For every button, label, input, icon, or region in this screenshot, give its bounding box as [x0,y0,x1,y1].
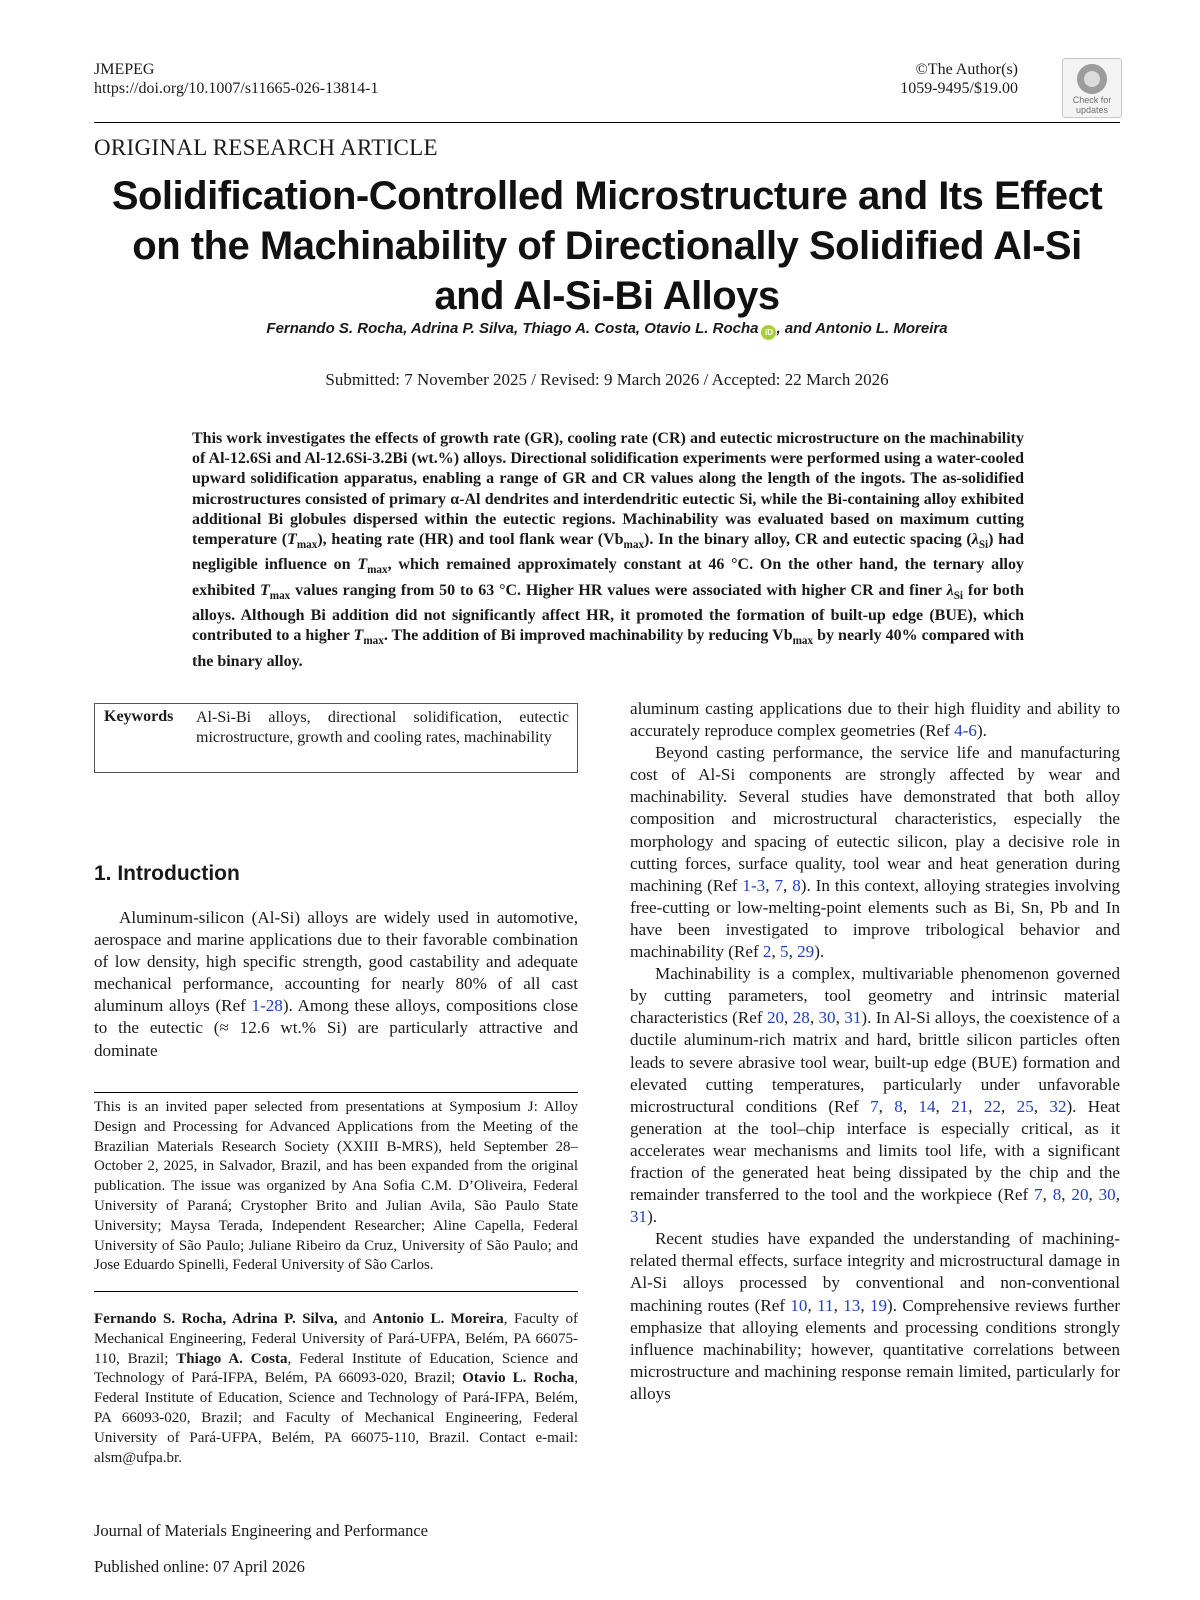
published-date: Published online: 07 April 2026 [94,1557,305,1576]
reference-link[interactable]: 19 [869,1295,888,1315]
reference-link[interactable]: 8 [894,1096,903,1116]
reference-link[interactable]: 2 [762,942,772,962]
header-right [900,60,1018,98]
intro-paragraph-1: Aluminum-silicon (Al-Si) alloys are widely used in automotive, aerospace and marine applications due to their favorable combination of low density, high specific strength, good castability and adequate mechanical performance, accounting for nearly 80% of all cast aluminum alloys (Ref 1-28). Among these alloys, compositions close to the eutectic (≈ 12.6 wt.% Si) are particularly attractive and dominate [94,908,578,1060]
journal-code: JMEPEG [94,61,155,78]
update-icon [1077,64,1107,94]
doi-link[interactable]: https://doi.org/10.1007/s11665-026-13814-1 [94,80,379,97]
right-column [630,698,1120,1405]
check-updates-label: Check for updates [1072,95,1112,115]
article-title: Solidification-Controlled Microstructure and Its Effect on the Machinability of Directionally Solidified Al-Si and Al-Si-Bi Alloys [111,174,1103,318]
journal-name: Journal of Materials Engineering and Performance [94,1521,429,1540]
reference-link[interactable]: 29 [797,942,815,962]
paragraph: aluminum casting applications due to their high fluidity and ability to accurately reproduce complex geometries (Ref 4-6). [630,699,1120,741]
reference-link[interactable]: 20 [766,1008,785,1028]
reference-link[interactable]: 31 [844,1008,862,1028]
reference-link[interactable]: 7 [1034,1185,1043,1205]
header-divider [94,122,1120,123]
reference-link[interactable]: 30 [818,1008,836,1028]
reference-link[interactable]: 1-28 [251,996,283,1016]
reference-link[interactable]: 7 [774,875,783,895]
reference-link[interactable]: 8 [1052,1185,1062,1205]
keywords-label: Keywords [104,708,174,725]
section-heading-introduction: 1. Introduction [94,862,240,885]
orcid-icon[interactable]: iD [761,325,776,340]
article-type: ORIGINAL RESEARCH ARTICLE [94,135,438,160]
reference-link[interactable]: 28 [792,1008,810,1028]
footnote-symposium: This is an invited paper selected from presentations at Symposium J: Alloy Design and Processing for Advanced Applications from the Meeting of the Brazilian Materials Research Society (XXIII B-MRS), held September 28–October 2, 2025, in Salvador, Brazil, and has been expanded from the original publication. The issue was organized by Ana Sofia C.M. D’Oliveira, Federal University of Paraná; Crystopher Brito and Julian Avila, São Paulo State University; Maysa Terada, Independent Researcher; Aline Capella, Federal University of São Paulo; Juliane Ribeiro da Cruz, University of São Paulo; and Jose Eduardo Spinelli, Federal University of São Carlos. [94,1099,578,1274]
reference-link[interactable]: 10 [790,1295,808,1315]
reference-link[interactable]: 11 [817,1295,834,1315]
reference-link[interactable]: 8 [792,875,801,895]
abstract: This work investigates the effects of growth rate (GR), cooling rate (CR) and eutectic microstructure on the machinability of Al-12.6Si and Al-12.6Si-3.2Bi (wt.%) alloys. Directional solidification experiments were performed using a water-cooled upward solidification apparatus, enabling a range of GR and CR values along the length of the ingots. The as-solidified microstructures consisted of primary α-Al dendrites and interdendritic eutectic Si, while the Bi-containing alloy exhibited additional Bi globules dispersed within the eutectic regions. Machinability was evaluated based on maximum cutting temperature $(T_{max})$, heating rate (HR) and tool flank wear $(Vb_{max})$. In the binary alloy, CR and eutectic spacing $(\lambda_{Si})$ had negligible influence on $T_{max}$, which remained approximately constant at 46 °C. On the other hand, the ternary alloy exhibited $T_{max}$ values ranging from 50 to 63 °C. Higher HR values were associated with higher CR and finer $\lambda_{Si}$ for both alloys. Although Bi addition did not significantly affect HR, it promoted the formation of built-up edge (BUE), which contributed to a higher $T_{max}$. The addition of Bi improved machinability by reducing $Vb_{max}$ by nearly 40% compared with the binary alloy. [192,430,1025,670]
submission-dates: Submitted: 7 November 2025 / Revised: 9 March 2026 / Accepted: 22 March 2026 [325,370,889,389]
reference-link[interactable]: 4-6 [954,721,977,741]
reference-link[interactable]: 20 [1071,1185,1089,1205]
reference-link[interactable]: 14 [918,1096,936,1116]
reference-link[interactable]: 25 [1016,1096,1034,1116]
keywords-text: Al-Si-Bi alloys, directional solidification, eutectic microstructure, growth and cooling rates, machinability [196,709,569,746]
header-left [94,60,378,98]
reference-link[interactable]: 22 [983,1096,1002,1116]
footnote-divider [94,1092,578,1093]
reference-link[interactable]: 32 [1049,1096,1067,1116]
paragraph: Recent studies have expanded the understanding of machining-related thermal effects, surface integrity and microstructural damage in Al-Si alloys processed by conventional and non-conventional machining routes (Ref 10, 11, 13, 19). Comprehensive reviews further emphasize that alloying elements and processing conditions strongly influence machinability; however, quantitative correlations between microstructure and machining response remain limited, particularly for alloys [630,1229,1121,1403]
reference-link[interactable]: 13 [843,1295,861,1315]
issn-price: 1059-9495/$19.00 [900,80,1018,97]
reference-link[interactable]: 30 [1098,1185,1116,1205]
footnote-affiliations: Fernando S. Rocha, Adrina P. Silva, and Antonio L. Moreira, Faculty of Mechanical Engineering, Federal University of Pará-UFPA, Belém, PA 66075-110, Brazil; Thiago A. Costa, Federal Institute of Education, Science and Technology of Pará-IFPA, Belém, PA 66093-020, Brazil; Otavio L. Rocha, Federal Institute of Education, Science and Technology of Pará-IFPA, Belém, PA 66093-020, Brazil; and Faculty of Mechanical Engineering, Federal University of Pará-UFPA, Belém, PA 66075-110, Brazil. Contact e-mail: alsm@ufpa.br. [94,1311,579,1466]
author-list: Fernando S. Rocha, Adrina P. Silva, Thiago A. Costa, Otavio L. Rocha iD , and Antonio L. Moreira [94,320,1120,340]
footnote-divider [94,1291,578,1292]
reference-link[interactable]: 1-3 [742,875,766,895]
reference-link[interactable]: 21 [951,1096,969,1116]
reference-link[interactable]: 7 [870,1096,879,1116]
paragraph: Machinability is a complex, multivariable phenomenon governed by cutting parameters, tool geometry and intrinsic material characteristics (Ref 20, 28, 30, 31). In Al-Si alloys, the coexistence of a ductile aluminum-rich matrix and hard, brittle silicon particles often leads to severe abrasive tool wear, built-up edge (BUE) formation and elevated cutting temperatures, particularly under unfavorable microstructural conditions (Ref 7, 8, 14, 21, 22, 25, 32). Heat generation at the tool–chip interface is especially critical, as it accelerates wear mechanisms and limits tool life, with a significant fraction of the generated heat being dissipated by the chip and the remainder transferred to the tool and the workpiece (Ref 7, 8, 20, 30, 31). [630,964,1121,1227]
paragraph: Beyond casting performance, the service life and manufacturing cost of Al-Si components are strongly affected by wear and machinability. Several studies have demonstrated that both alloy composition and microstructural characteristics, especially the morphology and spacing of eutectic silicon, play a decisive role in cutting forces, surface quality, tool wear and heat generation during machining (Ref 1-3, 7, 8). In this context, alloying strategies involving free-cutting or low-melting-point elements such as Bi, Sn, Pb and In have been investigated to improve tribological behavior and machinability (Ref 2, 5, 29). [630,743,1121,962]
reference-link[interactable]: 5 [780,942,789,962]
check-for-updates-button[interactable] [1062,58,1122,118]
copyright: ©The Author(s) [915,61,1018,78]
reference-link[interactable]: 31 [630,1207,648,1227]
